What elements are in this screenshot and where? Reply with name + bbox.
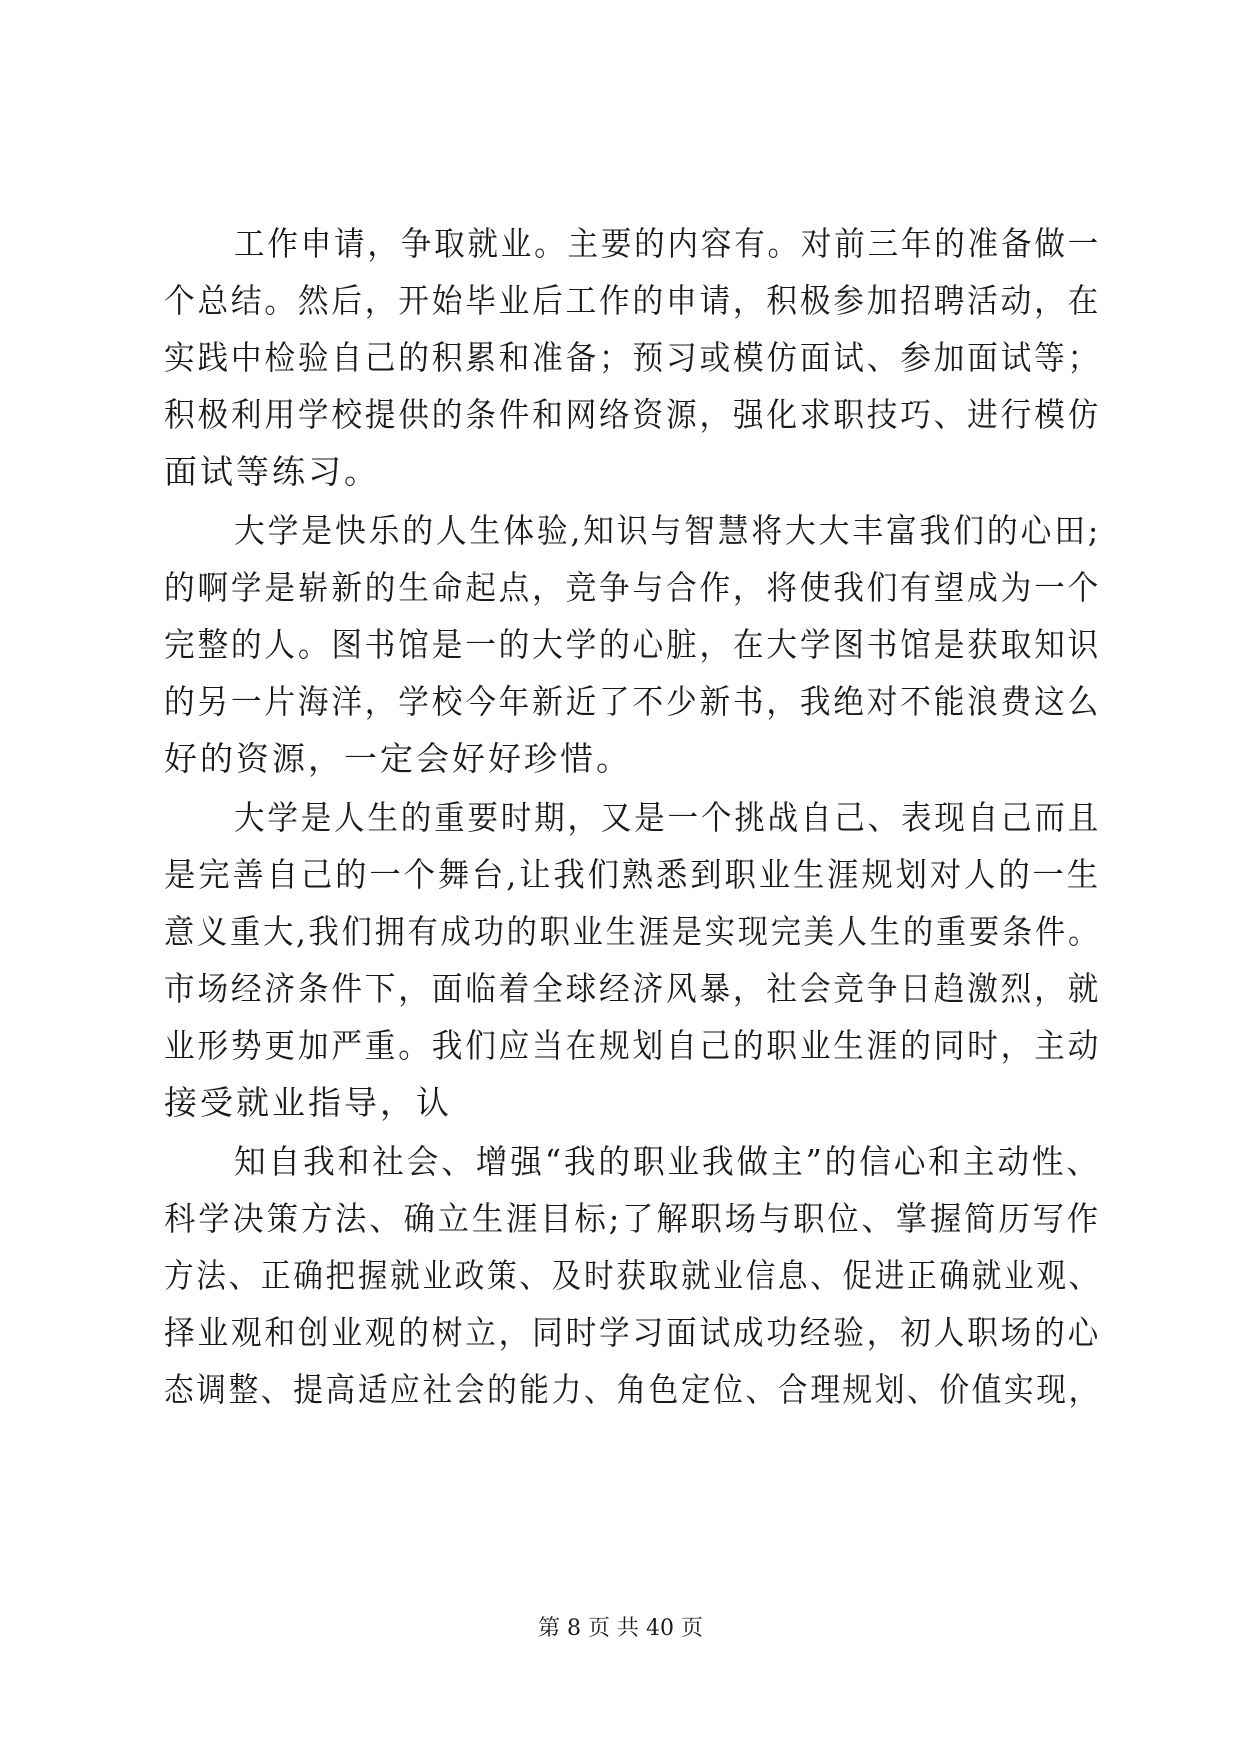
page-number-footer: 第 8 页 共 40 页 [538, 1616, 703, 1641]
paragraph-1-line-5: 面试等练习。 [164, 452, 380, 491]
paragraph-2-line-3: 完整的人。图书馆是一的大学的心脏，在大学图书馆是获取知识 [164, 625, 1102, 664]
paragraph-3-line-3: 意义重大,我们拥有成功的职业生涯是实现完美人生的重要条件。 [164, 912, 1102, 951]
paragraph-3-line-6: 接受就业指导，认 [164, 1083, 452, 1122]
paragraph-1-line-1: 工作申请，争取就业。主要的内容有。对前三年的准备做一 [234, 224, 1102, 263]
paragraph-3-line-5: 业形势更加严重。我们应当在规划自己的职业生涯的同时，主动 [164, 1026, 1102, 1065]
paragraph-1-line-3: 实践中检验自己的积累和准备；预习或模仿面试、参加面试等； [164, 338, 1102, 377]
paragraph-3-line-4: 市场经济条件下，面临着全球经济风暴，社会竞争日趋激烈，就 [164, 969, 1102, 1008]
paragraph-4-line-1: 知自我和社会、增强“我的职业我做主”的信心和主动性、 [234, 1142, 1101, 1181]
paragraph-2-line-5: 好的资源，一定会好好珍惜。 [164, 739, 632, 778]
paragraph-3-line-2: 是完善自己的一个舞台,让我们熟悉到职业生涯规划对人的一生 [164, 855, 1102, 894]
paragraph-1-line-4: 积极利用学校提供的条件和网络资源，强化求职技巧、进行模仿 [164, 395, 1102, 434]
paragraph-4-line-4: 择业观和创业观的树立，同时学习面试成功经验，初人职场的心 [164, 1313, 1102, 1352]
paragraph-3-line-1: 大学是人生的重要时期，又是一个挑战自己、表现自己而且 [234, 798, 1102, 837]
paragraph-1-line-2: 个总结。然后，开始毕业后工作的申请，积极参加招聘活动，在 [164, 281, 1102, 320]
paragraph-4-line-5: 态调整、提高适应社会的能力、角色定位、合理规划、价值实现， [164, 1370, 1101, 1409]
paragraph-2-line-2: 的啊学是崭新的生命起点，竞争与合作，将使我们有望成为一个 [164, 568, 1102, 607]
paragraph-2-line-1: 大学是快乐的人生体验,知识与智慧将大大丰富我们的心田; [234, 511, 1102, 550]
paragraph-2-line-4: 的另一片海洋，学校今年新近了不少新书，我绝对不能浪费这么 [164, 682, 1102, 721]
paragraph-4-line-3: 方法、正确把握就业政策、及时获取就业信息、促进正确就业观、 [164, 1256, 1101, 1295]
paragraph-4-line-2: 科学决策方法、确立生涯目标;了解职场与职位、掌握简历写作 [164, 1199, 1102, 1238]
